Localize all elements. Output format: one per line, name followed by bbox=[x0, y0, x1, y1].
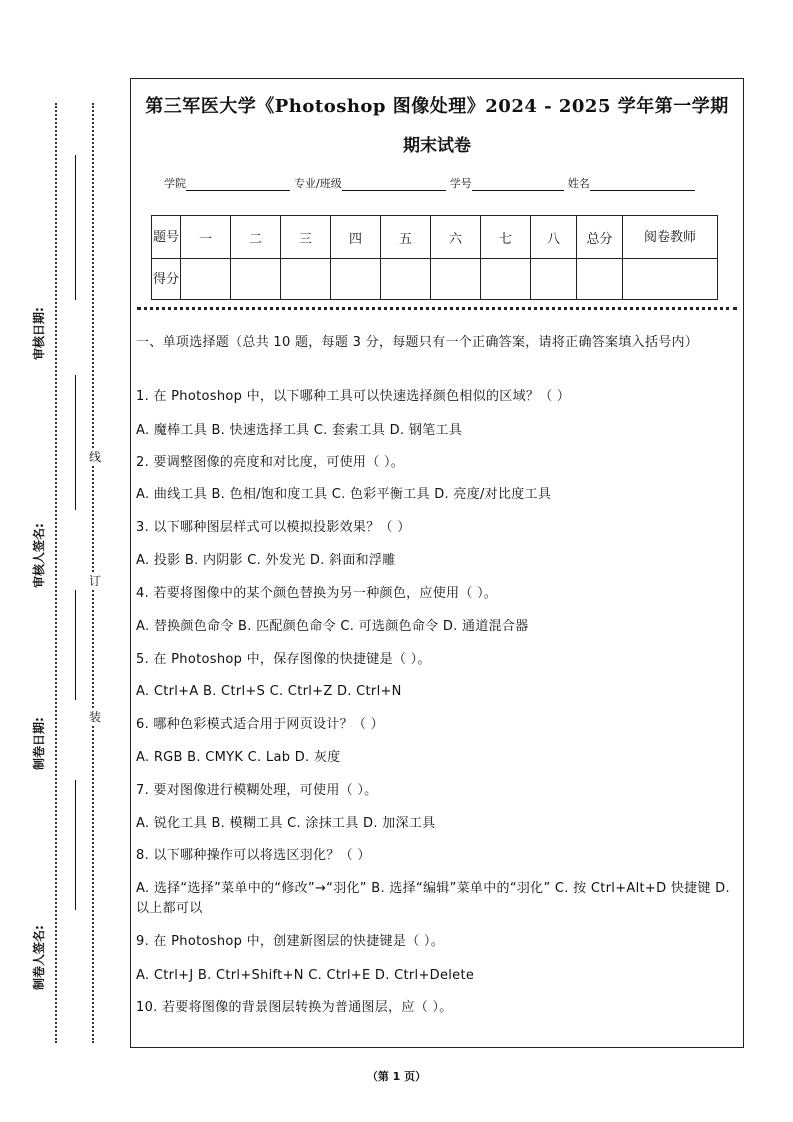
score-cell[interactable] bbox=[381, 259, 431, 300]
exam-title: 第三军医大学《Photoshop 图像处理》2024 - 2025 学年第一学期 bbox=[145, 96, 729, 117]
student-id-blank[interactable] bbox=[472, 178, 564, 191]
maker-date-blank[interactable] bbox=[75, 590, 76, 700]
question-3: 3. 以下哪种图层样式可以模拟投影效果？（ ） bbox=[136, 520, 411, 535]
col-header: 四 bbox=[331, 216, 381, 259]
grader-cell[interactable] bbox=[623, 259, 718, 300]
score-label: 得分 bbox=[152, 259, 181, 300]
col-header: 一 bbox=[181, 216, 231, 259]
total-score-cell[interactable] bbox=[577, 259, 623, 300]
section-heading: 一、单项选择题（总共 10 题，每题 3 分，每题只有一个正确答案，请将正确答案填入括号内） bbox=[136, 335, 699, 350]
question-8-options: A. 选择“选择”菜单中的“修改”→“羽化” B. 选择“编辑”菜单中的“羽化” C. 按 Ctrl+Alt+D 快捷键 D. 以上都可以 bbox=[136, 881, 730, 916]
college-blank[interactable] bbox=[186, 178, 290, 191]
col-header: 八 bbox=[531, 216, 577, 259]
question-6-options: A. RGB B. CMYK C. Lab D. 灰度 bbox=[136, 750, 341, 765]
question-8: 8. 以下哪种操作可以将选区羽化？（ ） bbox=[136, 848, 371, 863]
score-cell[interactable] bbox=[281, 259, 331, 300]
score-table-header-row bbox=[152, 216, 718, 259]
exam-frame bbox=[130, 78, 744, 1048]
col-header: 七 bbox=[481, 216, 531, 259]
page-number: （第 1 页） bbox=[366, 1070, 427, 1083]
score-cell[interactable] bbox=[531, 259, 577, 300]
dotted-separator bbox=[137, 307, 737, 310]
reviewer-date-label: 审核日期: bbox=[32, 307, 46, 360]
grader-header: 阅卷教师 bbox=[623, 216, 718, 259]
score-cell[interactable] bbox=[331, 259, 381, 300]
score-table bbox=[151, 215, 718, 300]
question-7-options: A. 锐化工具 B. 模糊工具 C. 涂抹工具 D. 加深工具 bbox=[136, 816, 436, 831]
question-7: 7. 要对图像进行模糊处理，可使用（ ）。 bbox=[136, 783, 378, 798]
question-1: 1. 在 Photoshop 中，以下哪种工具可以快速选择颜色相似的区域？（ ） bbox=[136, 389, 571, 404]
question-9: 9. 在 Photoshop 中，创建新图层的快捷键是（ ）。 bbox=[136, 934, 445, 949]
question-6: 6. 哪种色彩模式适合用于网页设计？（ ） bbox=[136, 717, 384, 732]
question-2: 2. 要调整图像的亮度和对比度，可使用（ ）。 bbox=[136, 455, 405, 470]
question-5-options: A. Ctrl+A B. Ctrl+S C. Ctrl+Z D. Ctrl+N bbox=[136, 684, 402, 699]
student-info-row bbox=[164, 175, 699, 191]
maker-sign-blank[interactable] bbox=[75, 780, 76, 910]
reviewer-date-field bbox=[30, 145, 60, 365]
question-2-options: A. 曲线工具 B. 色相/饱和度工具 C. 色彩平衡工具 D. 亮度/对比度工具 bbox=[136, 487, 552, 502]
maker-sign-label: 制卷人签名: bbox=[32, 925, 46, 990]
col-header: 二 bbox=[231, 216, 281, 259]
score-cell[interactable] bbox=[231, 259, 281, 300]
maker-date-field bbox=[30, 585, 60, 805]
question-9-options: A. Ctrl+J B. Ctrl+Shift+N C. Ctrl+E D. Ctrl+Delete bbox=[136, 968, 475, 983]
student-id-label: 学号 bbox=[449, 177, 472, 190]
score-cell[interactable] bbox=[181, 259, 231, 300]
score-cell[interactable] bbox=[481, 259, 531, 300]
binding-mark-ding: 订 bbox=[88, 574, 101, 588]
college-label: 学院 bbox=[164, 177, 186, 190]
reviewer-sign-blank[interactable] bbox=[75, 375, 76, 510]
total-score-header: 总分 bbox=[577, 216, 623, 259]
reviewer-sign-label: 审核人签名: bbox=[32, 523, 46, 588]
binding-mark-zhuang: 装 bbox=[88, 710, 101, 724]
reviewer-date-blank[interactable] bbox=[75, 155, 76, 300]
maker-date-label: 制卷日期: bbox=[32, 717, 46, 770]
major-class-blank[interactable] bbox=[342, 178, 446, 191]
maker-sign-field bbox=[30, 775, 60, 995]
reviewer-sign-field bbox=[30, 370, 60, 590]
col-header: 三 bbox=[281, 216, 331, 259]
question-1-options: A. 魔棒工具 B. 快速选择工具 C. 套索工具 D. 钢笔工具 bbox=[136, 423, 463, 438]
question-4-options: A. 替换颜色命令 B. 匹配颜色命令 C. 可选颜色命令 D. 通道混合器 bbox=[136, 619, 529, 634]
question-number-label: 题号 bbox=[152, 216, 181, 259]
question-5: 5. 在 Photoshop 中，保存图像的快捷键是（ ）。 bbox=[136, 652, 431, 667]
major-class-label: 专业/班级 bbox=[294, 177, 342, 190]
exam-subtitle: 期末试卷 bbox=[403, 136, 471, 156]
col-header: 六 bbox=[431, 216, 481, 259]
name-blank[interactable] bbox=[590, 178, 695, 191]
binding-mark-line: 线 bbox=[88, 450, 101, 464]
question-3-options: A. 投影 B. 内阴影 C. 外发光 D. 斜面和浮雕 bbox=[136, 553, 396, 568]
name-label: 姓名 bbox=[567, 177, 590, 190]
question-10: 10. 若要将图像的背景图层转换为普通图层，应（ ）。 bbox=[136, 1000, 453, 1015]
question-4: 4. 若要将图像中的某个颜色替换为另一种颜色，应使用（ ）。 bbox=[136, 586, 498, 601]
score-cell[interactable] bbox=[431, 259, 481, 300]
col-header: 五 bbox=[381, 216, 431, 259]
score-table-score-row bbox=[152, 259, 718, 300]
